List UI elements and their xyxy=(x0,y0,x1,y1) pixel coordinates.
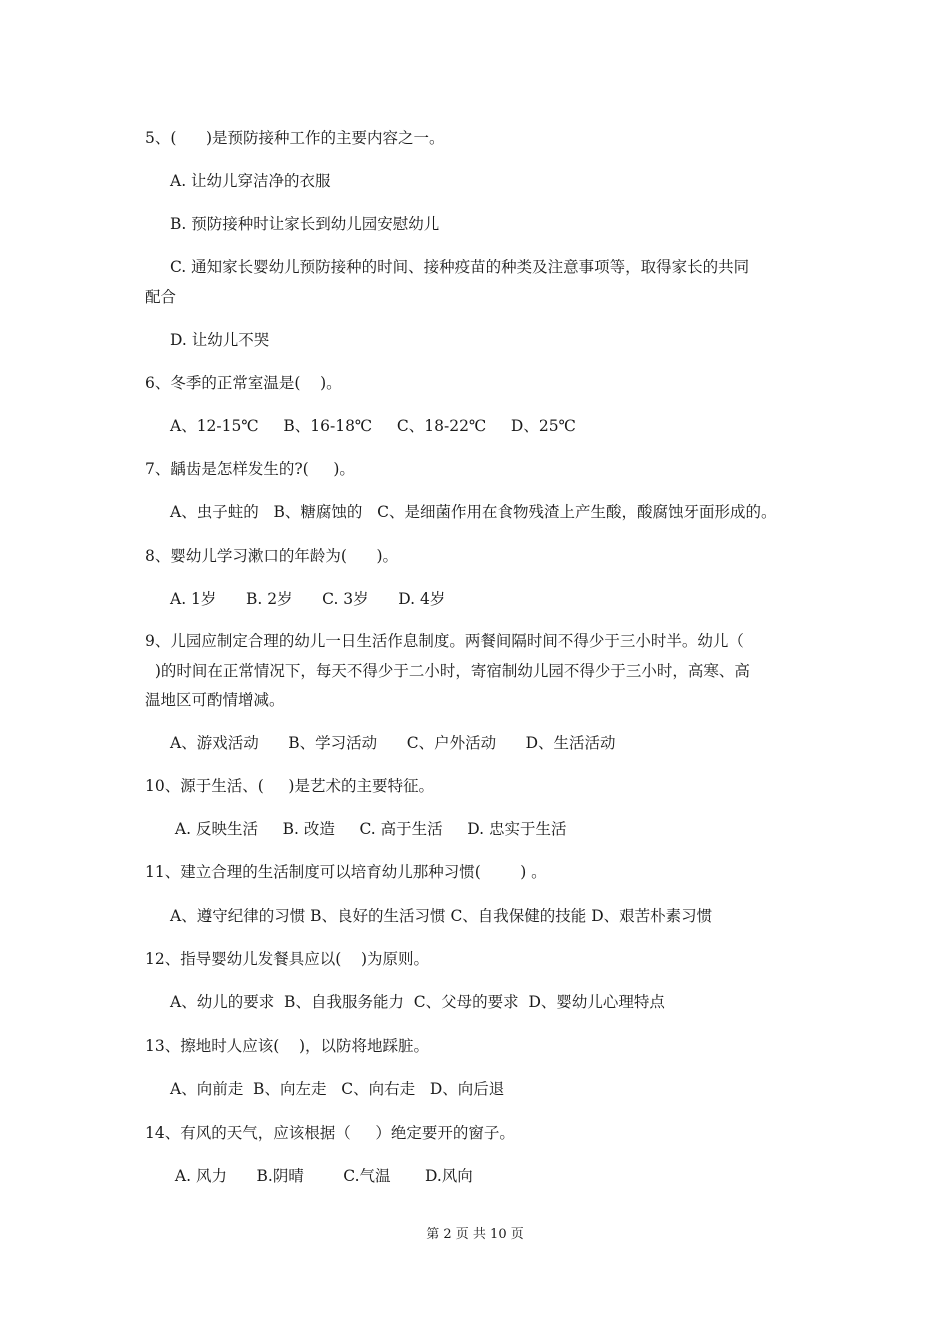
question-5-option-d: D. 让幼儿不哭 xyxy=(170,331,270,349)
question-13-stem: 13、擦地时人应该( )，以防将地踩脏。 xyxy=(145,1037,430,1055)
question-10-options: A. 反映生活 B. 改造 C. 高于生活 D. 忠实于生活 xyxy=(170,820,567,838)
question-5-option-b: B. 预防接种时让家长到幼儿园安慰幼儿 xyxy=(170,215,440,233)
question-9-stem-line-1: 9、儿园应制定合理的幼儿一日生活作息制度。两餐间隔时间不得少于三小时半。幼儿（ xyxy=(145,632,744,650)
question-8-options: A. 1岁 B. 2岁 C. 3岁 D. 4岁 xyxy=(170,590,446,608)
question-7-options: A、虫子蛀的 B、糖腐蚀的 C、是细菌作用在食物残渣上产生酸，酸腐蚀牙面形成的。 xyxy=(170,503,777,521)
question-11-stem: 11、建立合理的生活制度可以培育幼儿那种习惯( ) 。 xyxy=(145,863,547,881)
question-14-options: A. 风力 B.阴晴 C.气温 D.风向 xyxy=(170,1167,473,1185)
question-11-options: A、遵守纪律的习惯 B、良好的生活习惯 C、自我保健的技能 D、艰苦朴素习惯 xyxy=(170,907,713,925)
question-5-option-a: A. 让幼儿穿洁净的衣服 xyxy=(170,172,331,190)
question-5-option-c: C. 通知家长婴幼儿预防接种的时间、接种疫苗的种类及注意事项等，取得家长的共同 xyxy=(170,258,750,276)
question-13-options: A、向前走 B、向左走 C、向右走 D、向后退 xyxy=(170,1080,505,1098)
question-9-options: A、游戏活动 B、学习活动 C、户外活动 D、生活活动 xyxy=(170,734,616,752)
page-footer: 第 2 页 共 10 页 xyxy=(426,1227,524,1242)
question-6-stem: 6、冬季的正常室温是( )。 xyxy=(145,374,342,392)
question-5-stem: 5、( )是预防接种工作的主要内容之一。 xyxy=(145,129,445,147)
question-12-options: A、幼儿的要求 B、自我服务能力 C、父母的要求 D、婴幼儿心理特点 xyxy=(170,993,665,1011)
question-10-stem: 10、源于生活、( )是艺术的主要特征。 xyxy=(145,777,434,795)
question-6-options: A、12-15℃ B、16-18℃ C、18-22℃ D、25℃ xyxy=(170,417,576,435)
question-7-stem: 7、龋齿是怎样发生的?( )。 xyxy=(145,460,355,478)
question-8-stem: 8、婴幼儿学习漱口的年龄为( )。 xyxy=(145,547,399,565)
question-5-option-c-cont: 配合 xyxy=(145,288,177,306)
question-14-stem: 14、有风的天气，应该根据（ ）绝定要开的窗子。 xyxy=(145,1124,515,1142)
question-12-stem: 12、指导婴幼儿发餐具应以( )为原则。 xyxy=(145,950,430,968)
question-9-stem-line-3: 温地区可酌情增减。 xyxy=(145,691,285,709)
question-9-stem-line-2: )的时间在正常情况下，每天不得少于二小时，寄宿制幼儿园不得少于三小时，高寒、高 xyxy=(145,662,750,680)
